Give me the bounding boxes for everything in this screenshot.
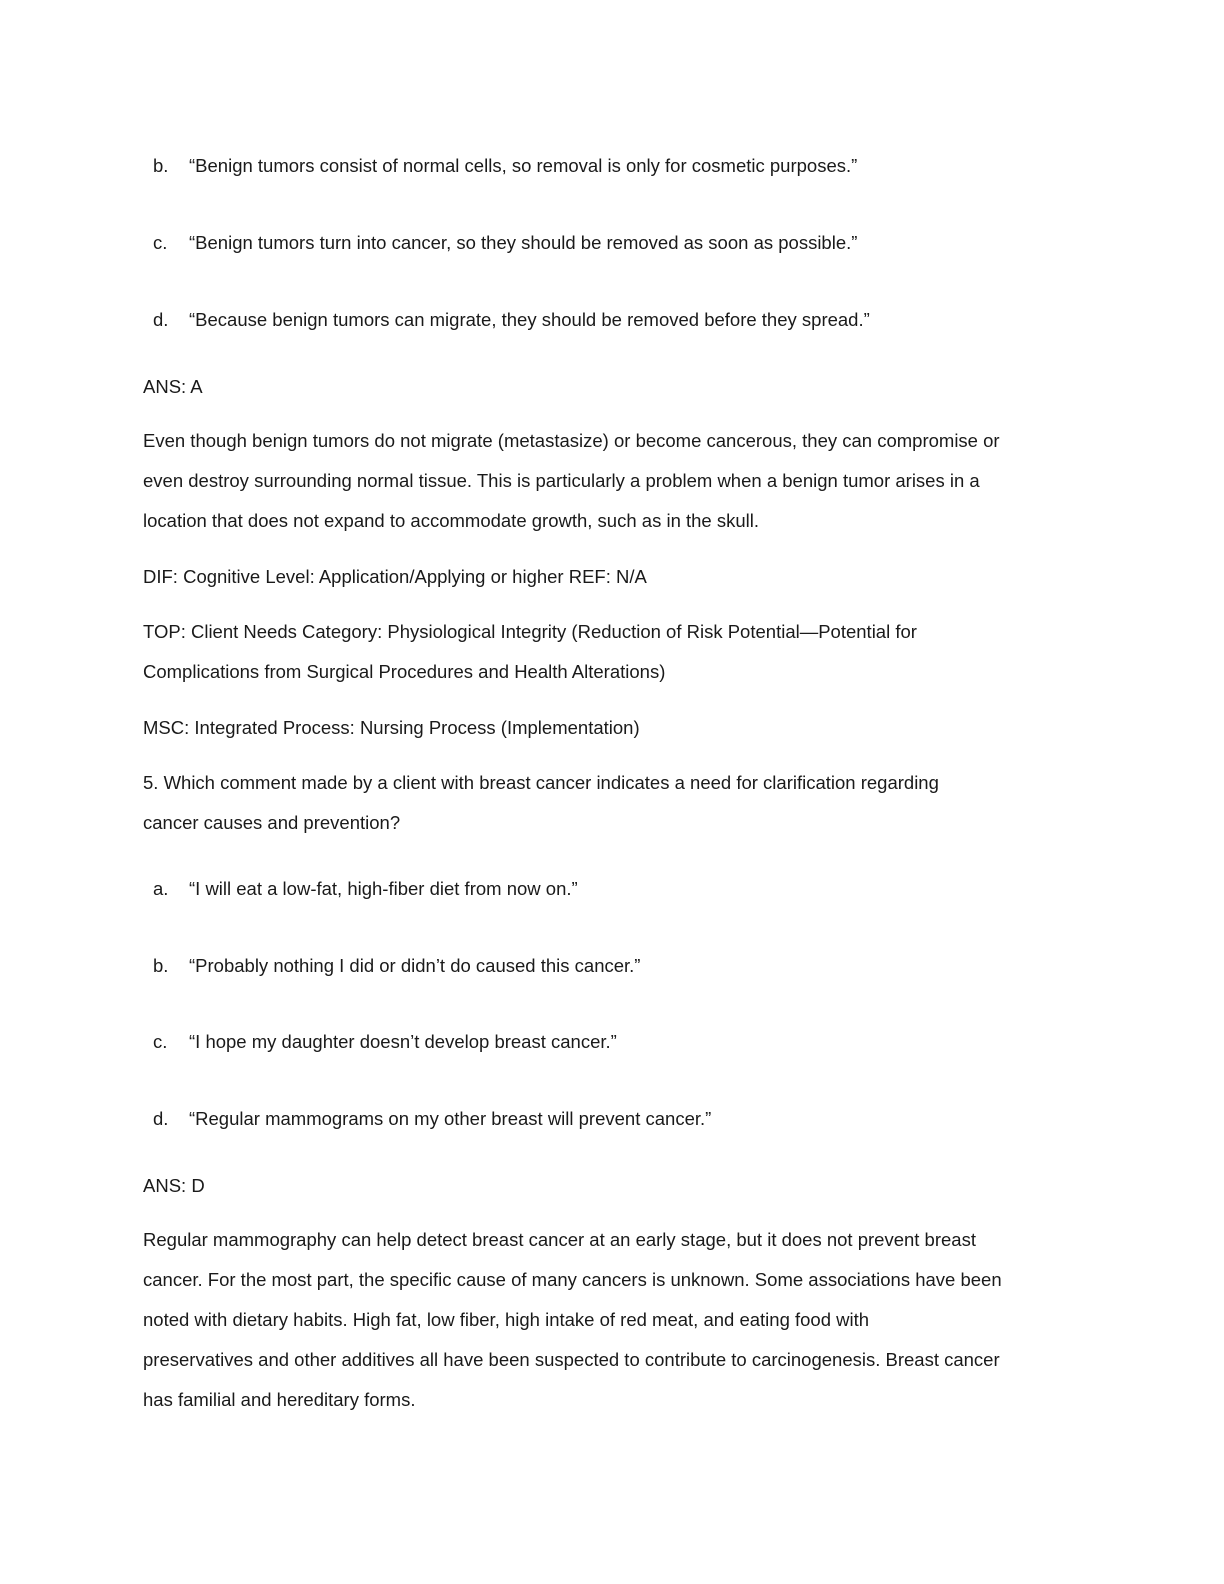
q5-rationale-line: preservatives and other additives all have been suspected to contribute to carcinogenesis. Breast cancer xyxy=(143,1349,1000,1370)
q4-top-line: TOP: Client Needs Category: Physiological Integrity (Reduction of Risk Potential—Potential for xyxy=(143,621,917,642)
option-letter: b. xyxy=(153,955,169,976)
q5-rationale-line: cancer. For the most part, the specific cause of many cancers is unknown. Some associations have been xyxy=(143,1269,1002,1290)
q5-rationale-line: Regular mammography can help detect breast cancer at an early stage, but it does not prevent breast xyxy=(143,1229,976,1250)
q5-rationale-line: noted with dietary habits. High fat, low fiber, high intake of red meat, and eating food with xyxy=(143,1309,870,1330)
option-letter: c. xyxy=(153,232,168,253)
q4-answer: ANS: A xyxy=(143,376,203,397)
q5-option-c xyxy=(153,1031,617,1053)
option-text: “Benign tumors consist of normal cells, so removal is only for cosmetic purposes.” xyxy=(189,155,858,176)
q4-rationale-line: even destroy surrounding normal tissue. This is particularly a problem when a benign tumor arises in a xyxy=(143,470,980,491)
q4-rationale-line: location that does not expand to accommodate growth, such as in the skull. xyxy=(143,510,760,531)
option-text: “Benign tumors turn into cancer, so they should be removed as soon as possible.” xyxy=(189,232,858,253)
option-letter: d. xyxy=(153,309,169,330)
q4-rationale-line: Even though benign tumors do not migrate (metastasize) or become cancerous, they can compromise or xyxy=(143,430,1000,451)
q4-dif: DIF: Cognitive Level: Application/Applying or higher REF: N/A xyxy=(143,566,647,587)
option-text: “I hope my daughter doesn’t develop breast cancer.” xyxy=(189,1031,617,1052)
q4-top-line: Complications from Surgical Procedures and Health Alterations) xyxy=(143,661,666,682)
q4-option-b xyxy=(153,155,857,177)
q5-rationale-line: has familial and hereditary forms. xyxy=(143,1389,416,1410)
q5-stem-line: 5. Which comment made by a client with breast cancer indicates a need for clarification regarding xyxy=(143,772,939,793)
q5-option-b xyxy=(153,955,640,977)
option-text: “Regular mammograms on my other breast will prevent cancer.” xyxy=(189,1108,712,1129)
q5-option-a xyxy=(153,878,578,900)
option-letter: d. xyxy=(153,1108,169,1129)
q4-option-c xyxy=(153,232,857,254)
q5-answer: ANS: D xyxy=(143,1175,205,1196)
q5-stem-line: cancer causes and prevention? xyxy=(143,812,401,833)
option-text: “Probably nothing I did or didn’t do caused this cancer.” xyxy=(189,955,641,976)
option-letter: c. xyxy=(153,1031,168,1052)
q5-option-d xyxy=(153,1108,711,1130)
option-text: “Because benign tumors can migrate, they should be removed before they spread.” xyxy=(189,309,870,330)
q4-msc: MSC: Integrated Process: Nursing Process (Implementation) xyxy=(143,717,640,738)
q4-option-d xyxy=(153,309,870,331)
option-letter: b. xyxy=(153,155,169,176)
option-text: “I will eat a low-fat, high-fiber diet from now on.” xyxy=(189,878,578,899)
option-letter: a. xyxy=(153,878,169,899)
